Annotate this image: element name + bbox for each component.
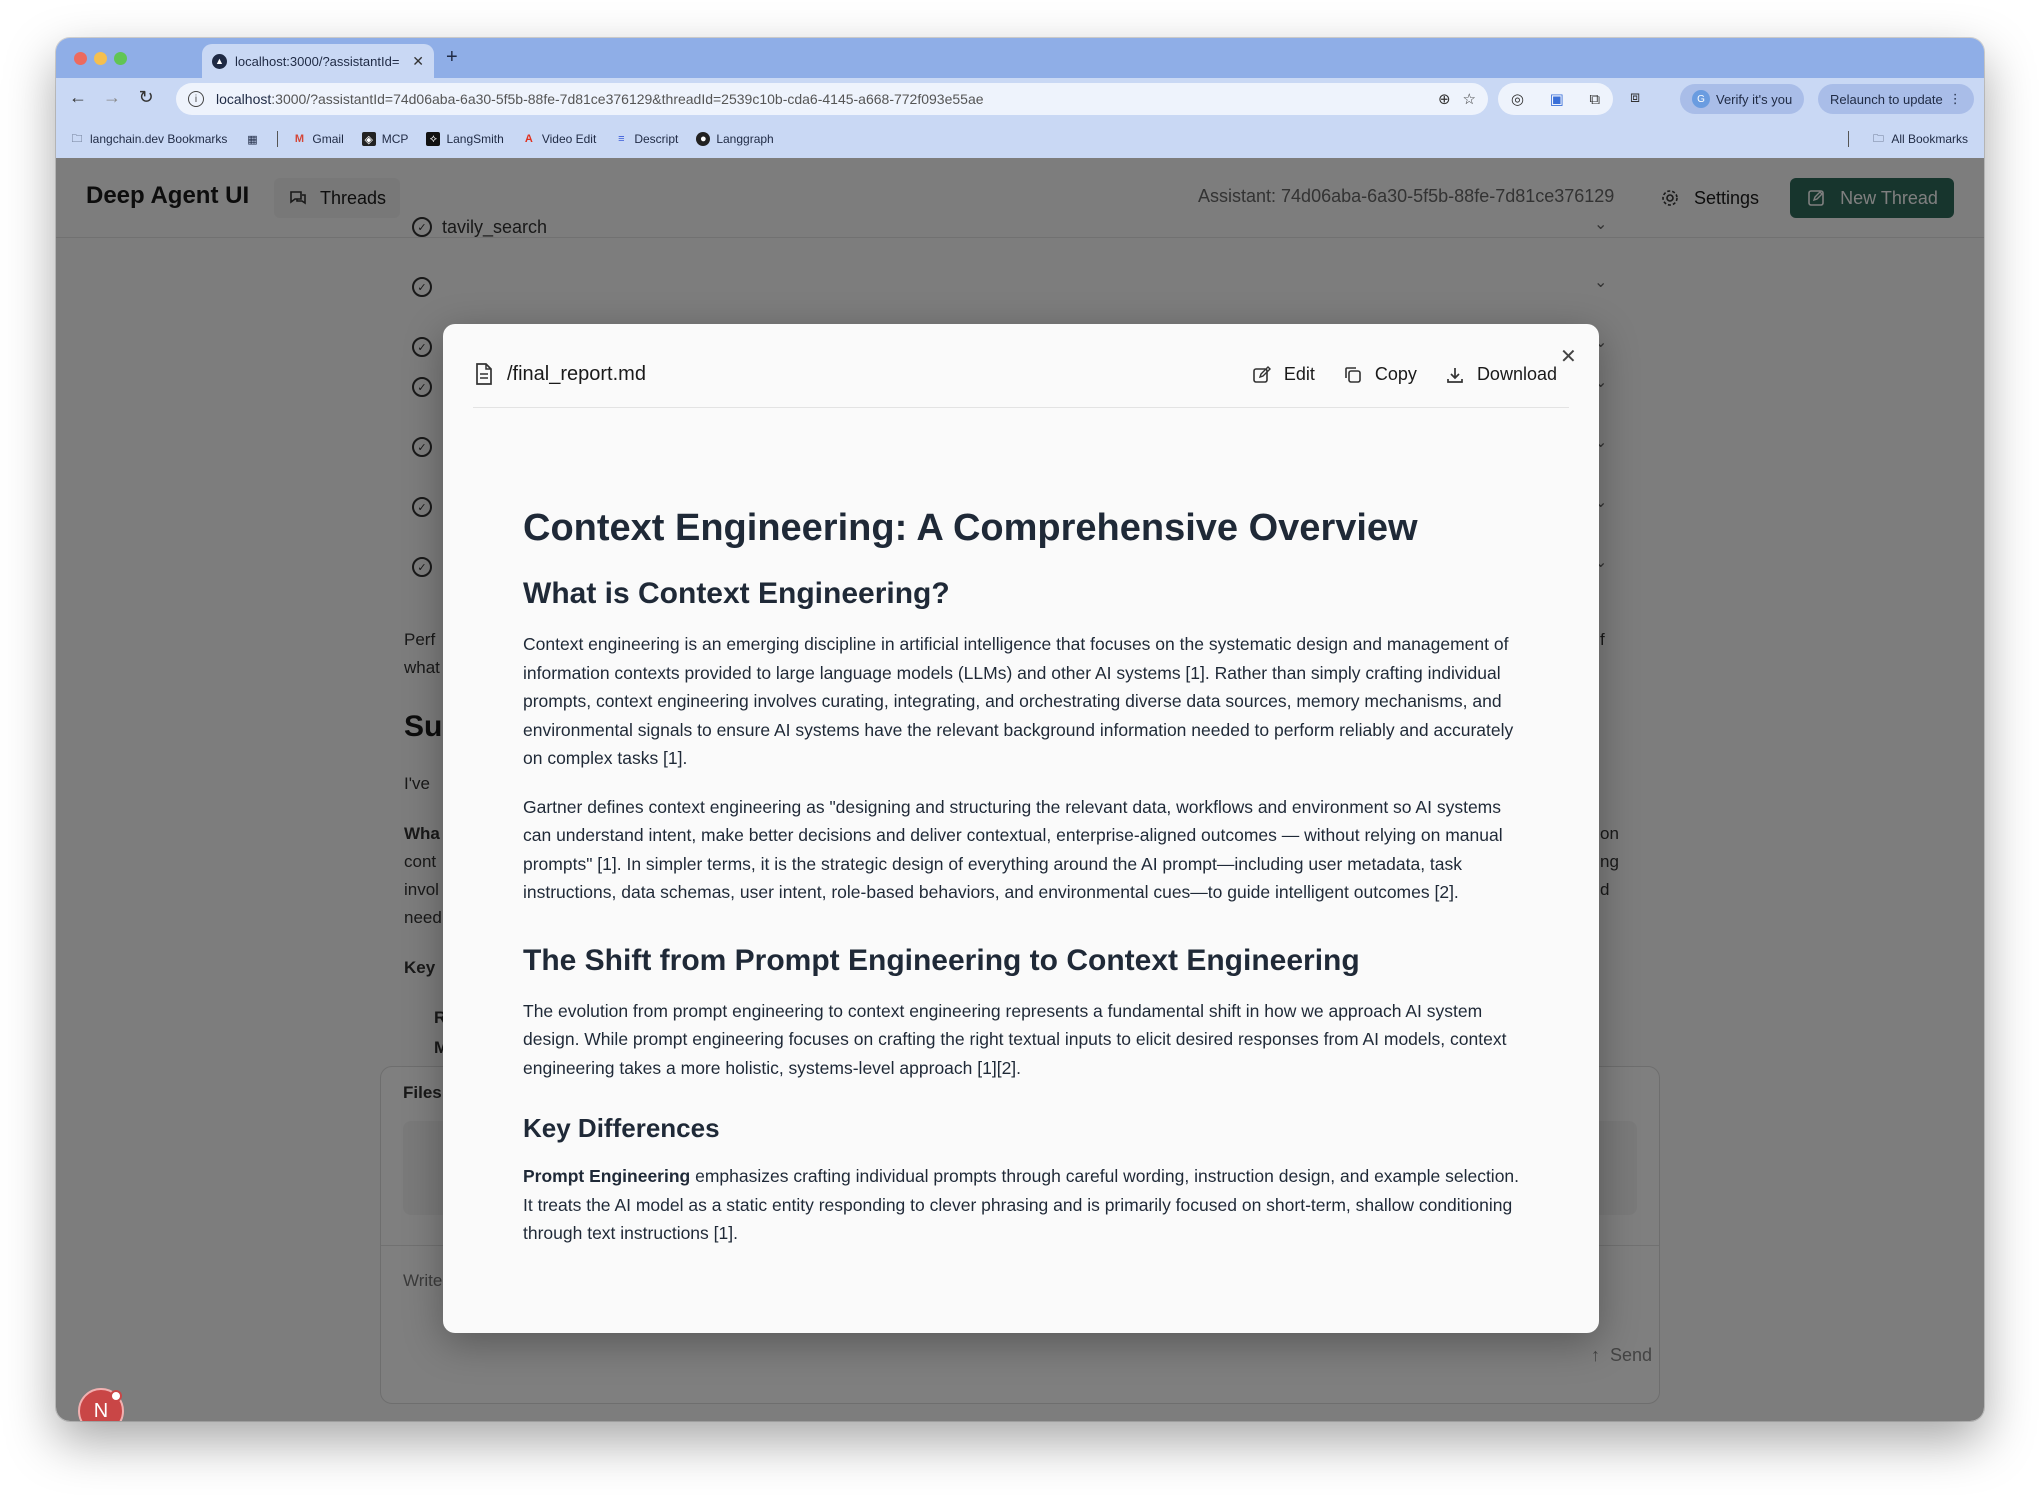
puzzle-icon[interactable]: ⧉ <box>1589 90 1601 108</box>
doc-paragraph-text: emphasizes crafting individual prompts through careful wording, instruction design, and example selection. It treats the AI model as a static entity responding to clever phrasing and is primarily focused on short-term, shallow conditioning through text instructions [1]. <box>523 1166 1520 1243</box>
file-text-icon <box>473 362 495 386</box>
github-icon: ● <box>696 132 710 146</box>
address-bar[interactable] <box>176 83 1488 115</box>
edit-icon <box>1252 365 1272 385</box>
site-info-icon[interactable]: i <box>188 91 204 107</box>
download-icon <box>1445 365 1465 385</box>
verify-label: Verify it's you <box>1716 91 1793 107</box>
star-icon[interactable]: ☆ <box>1462 91 1476 108</box>
browser-toolbar <box>56 78 1984 120</box>
bookmark-descript[interactable]: ≡ Descript <box>614 132 678 146</box>
mcp-icon: ◈ <box>362 132 376 146</box>
minimize-window-button[interactable] <box>94 52 107 65</box>
app-root <box>56 158 1984 1421</box>
relaunch-button[interactable] <box>1818 84 1974 114</box>
copy-button[interactable]: Copy <box>1343 364 1417 385</box>
bookmark-langgraph[interactable]: ● Langgraph <box>696 132 773 146</box>
avatar[interactable]: N <box>78 1388 124 1421</box>
browser-tab[interactable] <box>202 44 434 78</box>
bookmark-separator <box>277 131 278 147</box>
tab-title: localhost:3000/?assistantId= <box>235 53 400 69</box>
descript-icon: ≡ <box>618 133 625 145</box>
doc-heading: The Shift from Prompt Engineering to Context Engineering <box>523 943 1360 977</box>
bookmark-gmail[interactable]: M Gmail <box>292 132 343 146</box>
doc-heading: What is Context Engineering? <box>523 577 950 610</box>
edit-button[interactable]: Edit <box>1252 364 1315 385</box>
doc-title: Context Engineering: A Comprehensive Overview <box>523 507 1418 549</box>
apps-grid[interactable] <box>245 132 259 146</box>
forward-arrow-icon[interactable]: → <box>103 87 121 107</box>
reload-icon[interactable]: ↻ <box>138 87 154 107</box>
adobe-icon: A <box>524 133 533 145</box>
file-viewer-modal <box>443 324 1599 1333</box>
markdown-document <box>523 504 1533 1268</box>
back-arrow-icon[interactable]: ← <box>69 87 87 107</box>
file-title: /final_report.md <box>473 362 646 386</box>
all-bookmarks-button[interactable]: 🗀 All Bookmarks <box>1872 132 1968 146</box>
tab-search-icon[interactable]: ⧈ <box>1630 89 1641 106</box>
zoom-icon[interactable]: ⊕ <box>1437 91 1451 108</box>
more-vertical-icon: ⋮ <box>1948 91 1962 106</box>
doc-bold-term: Prompt Engineering <box>523 1166 691 1186</box>
bookmark-langchain[interactable]: 🗀 langchain.dev Bookmarks <box>71 132 228 146</box>
extension-blue-icon[interactable]: ▣ <box>1549 91 1564 108</box>
langsmith-icon: ⟡ <box>426 132 440 146</box>
extension-icon[interactable]: ◎ <box>1510 91 1524 108</box>
modal-header <box>473 352 1569 408</box>
relaunch-label: Relaunch to update <box>1830 91 1943 107</box>
doc-paragraph: Context engineering is an emerging discipline in artificial intelligence that focuses on the systematic design and management of information contexts provided to large language models (LLMs) and other AI systems [1]. Rather than simply crafting individual prompts, context engineering involves curating, integrating, and orchestrating diverse data sources, memory mechanisms, and environmental signals to ensure AI systems have the relevant background information needed to perform reliably and accurately on complex tasks [1]. <box>523 634 1514 768</box>
gmail-icon: M <box>294 133 304 145</box>
profile-icon: G <box>1692 90 1710 108</box>
bookmarks-bar <box>56 120 1984 158</box>
maximize-window-button[interactable] <box>114 52 127 65</box>
extensions-group <box>1498 83 1613 115</box>
bookmark-separator <box>1848 131 1849 147</box>
url-text[interactable]: localhost:3000/?assistantId=74d06aba-6a30-5f5b-88fe-7d81ce376129&threadId=2539c10b-cda6-4145-a668-772f093e55ae <box>216 91 984 107</box>
bookmark-video-edit[interactable]: A Video Edit <box>522 132 597 146</box>
grid-icon: ▦ <box>247 133 258 146</box>
bookmark-mcp[interactable]: ◈ MCP <box>362 132 409 146</box>
close-icon[interactable]: ✕ <box>1560 346 1577 368</box>
tab-strip <box>56 38 1984 78</box>
doc-paragraph <box>523 1162 1533 1248</box>
doc-paragraph: Gartner defines context engineering as "designing and structuring the relevant data, workflows and environment so AI systems can understand intent, make better decisions and deliver contextual, enterprise-aligned outcomes — without relying on manual prompts" [1]. In simpler terms, it is the strategic design of everything around the AI prompt—including user metadata, task instructions, data schemas, user intent, role-based behaviors, and environmental cues—to guide intelligent outcomes [2]. <box>523 796 1503 902</box>
notification-dot <box>110 1390 122 1402</box>
browser-window <box>56 38 1984 1421</box>
close-icon[interactable]: ✕ <box>412 52 424 69</box>
close-window-button[interactable] <box>74 52 87 65</box>
doc-subheading: Key Differences <box>523 1113 720 1143</box>
browser-chrome <box>56 38 1984 158</box>
download-button[interactable]: Download <box>1445 364 1557 385</box>
folder-icon: 🗀 <box>1872 132 1884 145</box>
new-tab-button[interactable]: + <box>446 46 458 68</box>
bookmark-langsmith[interactable]: ⟡ LangSmith <box>426 132 503 146</box>
modal-actions <box>1252 364 1557 385</box>
copy-icon <box>1343 365 1363 385</box>
folder-icon: 🗀 <box>71 132 83 145</box>
triangle-favicon-icon: ▲ <box>212 54 227 69</box>
doc-paragraph: The evolution from prompt engineering to context engineering represents a fundamental shift in how we approach AI system design. While prompt engineering focuses on crafting the right textual inputs to elicit desired responses from AI models, context engineering takes a more holistic, systems-level approach [1][2]. <box>523 1000 1507 1078</box>
verify-profile-button[interactable] <box>1680 84 1804 114</box>
